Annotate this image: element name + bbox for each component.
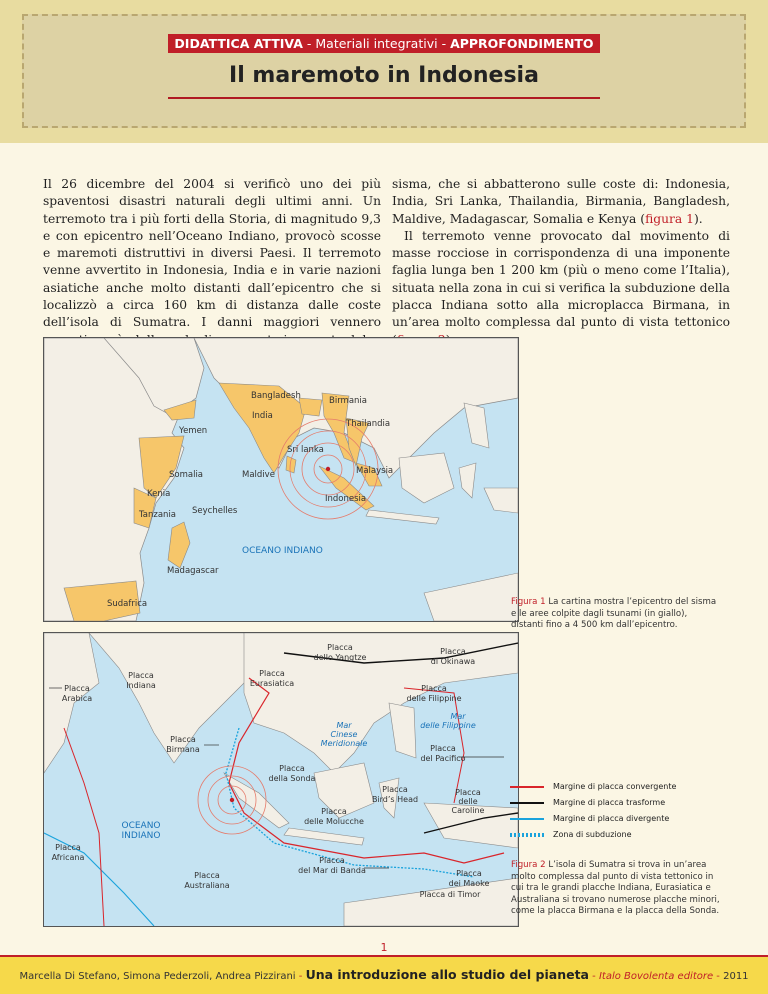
label-placca: Placca [170, 735, 196, 744]
label-mar-filippine: delle Filippine [420, 721, 476, 730]
label-maoke: dei Maoke [448, 879, 490, 888]
page-number: 1 [380, 941, 388, 954]
java-land [366, 510, 439, 524]
band-separator: - [437, 36, 451, 51]
australia-land [424, 573, 518, 621]
label-placca: Placca [279, 764, 305, 773]
label-timor: Placca di Timor [419, 890, 481, 899]
paragraph-intro: Il 26 dicembre del 2004 si verificò uno dei più spaventosi disastri naturali degli ultimi anni. Un terremoto tra i più forti della Storia, di magnitudo 9,3 e con epicentro nell’Oceano Indiano, provocò scosse e maremoti distruttivi in diversi Paesi. Il terremoto venne avvertito in Indonesia, India e in varie nazioni asiatiche anche molto distanti dall’epicentro che si localizzò a circa 160 km di distanza dalle coste dell’isola di Sumatra. I danni maggiori vennero [43, 177, 381, 330]
legend-label: Margine di placca trasforme [553, 798, 666, 807]
java-land [284, 828, 364, 845]
legend-swatch [510, 802, 544, 804]
label-srilanka: Sri lanka [287, 445, 324, 455]
legend-item-transform [510, 796, 710, 812]
label-indonesia: Indonesia [325, 494, 367, 504]
band-approfondimento: APPROFONDIMENTO [450, 36, 594, 51]
madagascar-affected [168, 522, 190, 568]
band-materiali: Materiali integrativi [315, 36, 438, 51]
label-placca: Placca [421, 684, 447, 693]
epicenter-dot [230, 798, 234, 802]
label-kenia: Kenia [147, 489, 171, 499]
paragraph-cause [392, 228, 730, 349]
figure-1-caption-text: La cartina mostra l’epicentro del sisma e le aree colpite dagli tsunami (in giallo), distanti fino a 4 500 km dall’epicentro. [511, 597, 717, 630]
boundary-convergent [64, 728, 104, 926]
paragraph-text: sisma, che si abbatterono sulle coste di: Indonesia, India, Sri Lanka, Thailandia, Birmania, Bangladesh, Maldive, Madagascar, Somalia e Kenya ( [392, 177, 730, 226]
footer-year: 2011 [723, 971, 749, 982]
label-malaysia: Malaysia [356, 466, 394, 476]
footer-publisher: Italo Bovolenta editore [598, 971, 714, 982]
label-india: India [252, 411, 273, 421]
band-didattica: DIDATTICA ATTIVA [174, 36, 303, 51]
label-birdshead: Bird’s Head [371, 795, 419, 804]
label-mar: Mar [450, 712, 466, 721]
figure-1-caption [511, 597, 721, 632]
label-okinawa: di Okinawa [430, 657, 476, 666]
footer-credits [0, 967, 768, 982]
footer-separator: - [295, 971, 306, 982]
label-molucche: delle Molucche [304, 817, 364, 826]
label-indiano: INDIANO [121, 831, 161, 841]
label-oceano-indiano: OCEANO INDIANO [242, 546, 323, 556]
label-australiana: Australiana [184, 881, 230, 890]
figure-1-label: Figura 1 [511, 597, 546, 607]
label-placca: Placca [55, 843, 81, 852]
figure-1-map-svg [44, 338, 518, 621]
label-placca: Placca [440, 647, 466, 656]
figure-1-reference: figura 1 [645, 211, 694, 226]
label-placca: Placca [194, 871, 220, 880]
paragraph-text: ). [694, 211, 703, 226]
legend-item-divergent [510, 812, 710, 828]
section-band [168, 34, 600, 53]
label-caroline: Caroline [451, 806, 485, 815]
legend-label: Margine di placca convergente [553, 782, 677, 791]
label-seychelles: Seychelles [192, 506, 238, 516]
sulawesi-land [459, 463, 476, 498]
label-cinese: Cinese [330, 730, 358, 739]
label-placca: Placca [430, 744, 456, 753]
label-placca: Placca [319, 856, 345, 865]
footer-book-title: Una introduzione allo studio del pianeta [305, 967, 589, 982]
paragraph-continuation [392, 176, 730, 228]
label-indiana: Indiana [126, 681, 156, 690]
srilanka-affected [286, 456, 296, 473]
philippines-land [464, 403, 489, 448]
title-underline [168, 97, 600, 99]
label-placca: Placca [64, 684, 90, 693]
label-eurasiatica: Eurasiatica [249, 679, 295, 688]
footer-separator: - [588, 971, 599, 982]
label-sonda: della Sonda [268, 774, 316, 783]
page-title: Il maremoto in Indonesia [229, 63, 539, 88]
figure-2-map [43, 632, 519, 927]
label-placca: Placca [382, 785, 408, 794]
text-column-right [392, 176, 730, 349]
asia-land [244, 633, 518, 773]
label-bangladesh: Bangladesh [251, 391, 301, 401]
legend-swatch [510, 786, 544, 788]
label-yemen: Yemen [179, 426, 208, 436]
label-pacifico: del Pacifico [420, 754, 466, 763]
label-placca: Placca [128, 671, 154, 680]
legend-item-convergent [510, 780, 710, 796]
text-column-left [43, 176, 381, 349]
philippines-land [389, 703, 416, 758]
label-mar: Mar [336, 721, 352, 730]
label-africana: Africana [51, 853, 85, 862]
label-madagascar: Madagascar [167, 566, 219, 576]
figure-2-caption-text: L’isola di Sumatra si trova in un’area molto complessa dal punto di vista tettonico in cui tra le grandi placche Indiana, Eurasiatica e Australiana si trovano numerose placche minori, come la placca Birmana e la placca della Sonda. [511, 860, 720, 916]
label-placca: Placca [259, 669, 285, 678]
label-meridionale: Meridionale [320, 739, 368, 748]
legend-swatch [510, 818, 544, 820]
borneo-land [399, 453, 454, 503]
figure-2-caption [511, 860, 726, 918]
figure-2-legend [510, 780, 710, 844]
label-placca: Placca [456, 869, 482, 878]
paragraph-text: Il terremoto venne provocato dal movimento di masse rocciose in corrispondenza di una imponente faglia lunga ben 1 200 km (più o meno come l’Italia), situata nella zona in cui si verifica la subduzione della placca Indiana sotto alla microplacca Birmana, in un’area molto complessa dal punto di vista tettonico [392, 228, 730, 330]
epicenter-dot [326, 467, 330, 471]
new-guinea-land [484, 488, 518, 513]
australia-land [344, 878, 518, 926]
label-arabica: Arabica [61, 694, 93, 703]
footer-separator: - [713, 971, 724, 982]
africa-land [44, 633, 99, 773]
label-tanzania: Tanzania [139, 510, 177, 520]
bangladesh-affected [299, 398, 322, 416]
label-birmania: Birmania [329, 396, 367, 406]
label-filippine: delle Filippine [406, 694, 462, 703]
label-yangtze: dello Yangtze [313, 653, 367, 662]
figure-2-label: Figura 2 [511, 860, 546, 870]
label-thailandia: Thailandia [346, 419, 391, 429]
figure-1-map [43, 337, 519, 622]
band-separator: - [302, 36, 316, 51]
legend-swatch [510, 833, 544, 837]
label-delle: delle [458, 797, 478, 806]
label-maldive: Maldive [242, 470, 275, 480]
legend-label: Margine di placca divergente [553, 814, 670, 823]
figure-2-map-svg [44, 633, 518, 926]
label-birmana: Birmana [166, 745, 200, 754]
label-placca: Placca [321, 807, 347, 816]
legend-label: Zona di subduzione [553, 830, 632, 839]
legend-item-subduction [510, 828, 710, 844]
footer-authors: Marcella Di Stefano, Simona Pederzoli, Andrea Pizzirani [19, 971, 296, 982]
label-placca: Placca [455, 788, 481, 797]
label-somalia: Somalia [169, 470, 204, 480]
label-banda: del Mar di Banda [298, 866, 366, 875]
label-oceano: OCEANO [121, 821, 161, 831]
label-placca: Placca [327, 643, 353, 652]
label-sudafrica: Sudafrica [107, 599, 148, 609]
